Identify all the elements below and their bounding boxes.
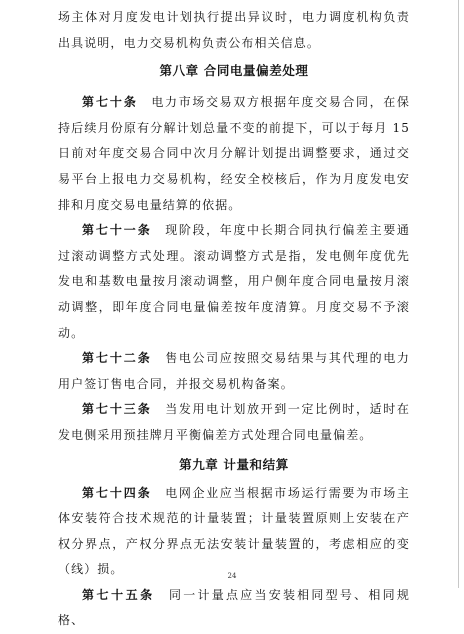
article-71 [58, 218, 410, 346]
article-73-text: 当发用电计划放开到一定比例时，适时在发电侧采用预挂牌月平衡偏差方式处理合同电量偏差。 [58, 402, 410, 442]
article-75-label: 第七十五条 [82, 587, 155, 602]
article-74 [58, 481, 410, 583]
article-73-label: 第七十三条 [82, 402, 152, 417]
article-72-text: 售电公司应按照交易结果与其代理的电力用户签订售电合同，并报交易机构备案。 [58, 351, 410, 391]
article-72-label: 第七十二条 [82, 351, 152, 366]
article-75 [58, 583, 410, 634]
article-70-text: 电力市场交易双方根据年度交易合同，在保持后续月份原有分解计划总量不变的前提下，可以于每月 15 日前对年度交易合同中次月分解计划提出调整要求，通过交易平台上报电力交易机构，经安全校核后，作为月度发电安排和月度交易电量结算的依据。 [58, 95, 410, 212]
article-74-text: 电网企业应当根据市场运行需要为市场主体安装符合技术规范的计量装置；计量装置原则上安装在产权分界点，产权分界点无法安装计量装置的，考虑相应的变（线）损。 [58, 485, 410, 577]
article-72 [58, 346, 410, 397]
article-70-label: 第七十条 [82, 95, 138, 110]
chapter-8-heading: 第八章 合同电量偏差处理 [159, 63, 309, 79]
page-number: 24 [227, 572, 237, 580]
article-74-label: 第七十四条 [82, 485, 152, 500]
article-75-text: 同一计量点应当安装相同型号、相同规格、 [58, 587, 410, 628]
chapter-9-heading: 第九章 计量和结算 [179, 456, 289, 472]
article-71-text: 现阶段，年度中长期合同执行偏差主要通过滚动调整方式处理。滚动调整方式是指，发电侧年度优先发电和基数电量按月滚动调整，用户侧年度合同电量按月滚动调整，即年度合同电量偏差按年度清算。月度交易不予滚动。 [58, 223, 410, 340]
article-71-label: 第七十一条 [82, 223, 152, 238]
article-70 [58, 90, 410, 218]
page-content [58, 5, 410, 634]
continuation-paragraph: 场主体对月度发电计划执行提出异议时，电力调度机构负责出具说明，电力交易机构负责公布相关信息。 [58, 10, 410, 50]
article-73 [58, 397, 410, 448]
page-edge-line [458, 0, 459, 588]
